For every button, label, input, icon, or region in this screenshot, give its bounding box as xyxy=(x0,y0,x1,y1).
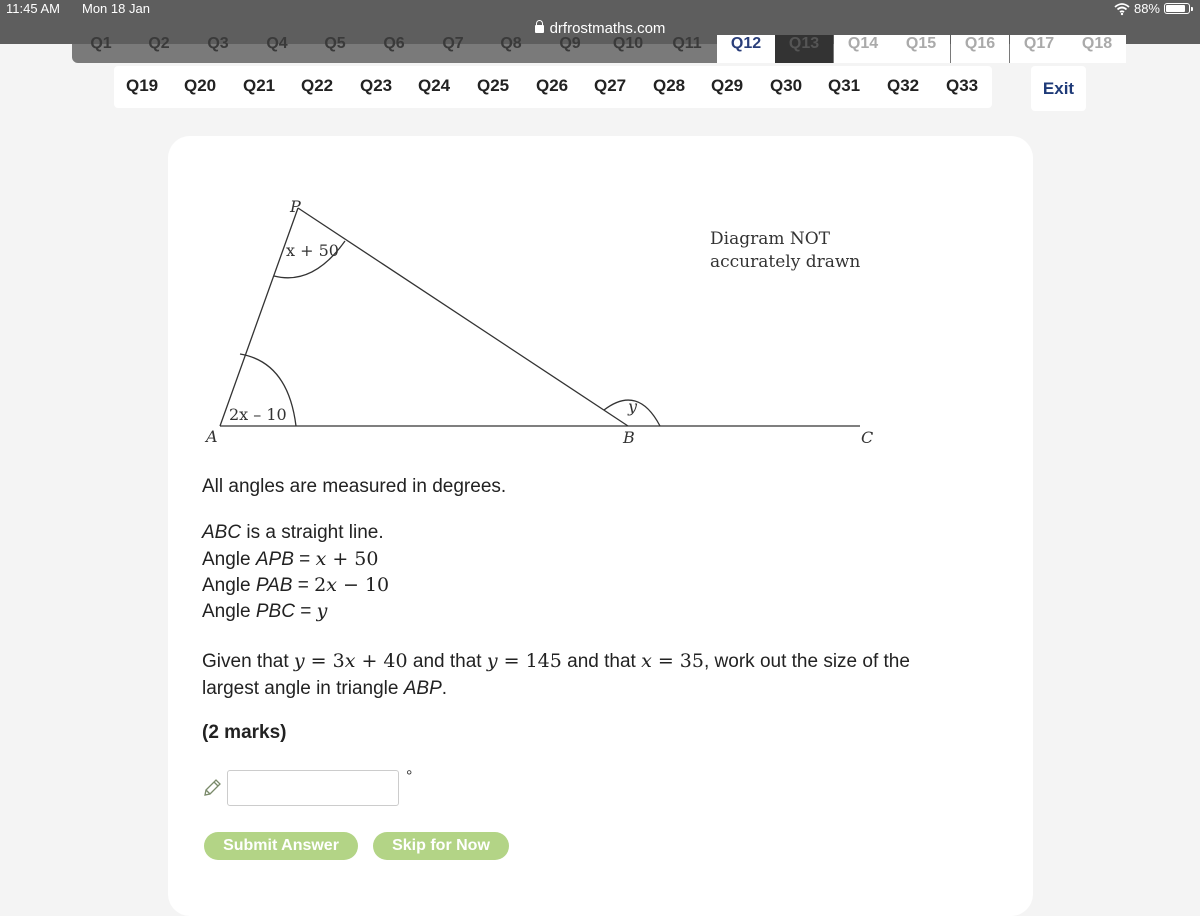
apb-name: APB xyxy=(255,549,294,570)
given-eq2: = 145 xyxy=(497,650,562,672)
status-right xyxy=(1114,1,1190,16)
label-b: B xyxy=(623,428,635,447)
fact-pab xyxy=(202,574,389,597)
question-tab-q23[interactable]: Q23 xyxy=(360,76,393,95)
given-triangle: ABP xyxy=(403,678,442,699)
question-tab-q25[interactable]: Q25 xyxy=(477,76,510,95)
fact-straight-line xyxy=(202,522,384,544)
label-p: P xyxy=(290,197,301,216)
question-tab-q26[interactable]: Q26 xyxy=(536,76,569,95)
pbc-equals: = xyxy=(294,601,317,622)
angle-word: Angle xyxy=(202,575,256,596)
line-pb xyxy=(298,208,628,426)
question-tab-q6[interactable]: Q6 xyxy=(383,35,405,52)
given-text-1: Given that xyxy=(202,651,294,672)
question-tab-q13[interactable]: Q13 xyxy=(775,35,833,63)
submit-answer-button[interactable]: Submit Answer xyxy=(204,832,358,860)
question-prompt xyxy=(202,648,1002,702)
question-tab-q20[interactable]: Q20 xyxy=(184,76,217,95)
status-date: Mon 18 Jan xyxy=(82,1,150,16)
question-tab-q10[interactable]: Q10 xyxy=(612,35,644,52)
angle-b-label: y xyxy=(628,397,638,416)
question-tab-q2[interactable]: Q2 xyxy=(148,35,170,52)
question-tab-q30[interactable]: Q30 xyxy=(770,76,803,95)
given-dot: . xyxy=(441,678,448,699)
question-tab-q9[interactable]: Q9 xyxy=(559,35,581,52)
url-text: drfrostmaths.com xyxy=(549,20,666,37)
given-x: x xyxy=(344,650,356,672)
diagram-note-line2: accurately drawn xyxy=(710,252,861,272)
given-x2: x xyxy=(641,650,652,672)
question-tab-q27[interactable]: Q27 xyxy=(594,76,627,95)
pab-coef: 2 xyxy=(314,574,327,596)
exit-button[interactable]: Exit xyxy=(1031,66,1086,111)
angle-p-label: x + 50 xyxy=(286,241,339,260)
fact-apb xyxy=(202,548,378,571)
apb-rest: + 50 xyxy=(326,548,379,570)
question-tab-q15[interactable]: Q15 xyxy=(892,35,950,63)
angle-word: Angle xyxy=(202,601,256,622)
diagram-note-line1: Diagram NOT xyxy=(710,229,831,249)
question-tab-q28[interactable]: Q28 xyxy=(653,76,686,95)
wifi-icon xyxy=(1114,3,1130,15)
label-a: A xyxy=(206,427,218,446)
pab-equals: = xyxy=(292,575,315,596)
pencil-icon[interactable] xyxy=(202,778,222,798)
given-tail: , work out the size of the xyxy=(704,651,910,672)
angle-a-label: 2x – 10 xyxy=(229,405,287,424)
question-tab-q31[interactable]: Q31 xyxy=(828,76,861,95)
question-tab-q17[interactable]: Q17 xyxy=(1010,35,1068,63)
given-y: y xyxy=(293,650,305,672)
angle-word: Angle xyxy=(202,549,256,570)
question-intro: All angles are measured in degrees. xyxy=(202,476,507,497)
apb-x: x xyxy=(315,548,327,570)
answer-row xyxy=(202,768,462,808)
given-line2: largest angle in triangle xyxy=(202,678,404,699)
question-tab-q18[interactable]: Q18 xyxy=(1068,35,1126,63)
lock-icon xyxy=(535,25,544,33)
question-tab-q24[interactable]: Q24 xyxy=(418,76,451,95)
pbc-y: y xyxy=(316,600,328,622)
question-tab-q12[interactable]: Q12 xyxy=(717,35,775,63)
question-tab-q14[interactable]: Q14 xyxy=(834,35,892,63)
question-tab-q1[interactable]: Q1 xyxy=(90,35,112,52)
abc-name: ABC xyxy=(202,522,242,543)
question-tab-q32[interactable]: Q32 xyxy=(887,76,920,95)
battery-percent: 88% xyxy=(1133,1,1160,16)
battery-icon xyxy=(1164,3,1190,14)
marks-label: (2 marks) xyxy=(202,722,287,743)
given-eq1: = 3 xyxy=(304,650,345,672)
question-tab-q29[interactable]: Q29 xyxy=(711,76,744,95)
given-y2: y xyxy=(486,650,498,672)
triangle-diagram xyxy=(168,136,1033,466)
pab-x: x xyxy=(326,574,337,596)
question-tab-q11[interactable]: Q11 xyxy=(672,35,702,52)
status-time: 11:45 AM xyxy=(6,1,60,16)
given-and: and that xyxy=(407,651,487,672)
pbc-name: PBC xyxy=(255,601,295,622)
pab-name: PAB xyxy=(255,575,293,596)
question-tab-q21[interactable]: Q21 xyxy=(243,76,276,95)
label-c: C xyxy=(861,428,874,447)
question-tab-q8[interactable]: Q8 xyxy=(500,35,522,52)
pab-rest: − 10 xyxy=(336,574,390,596)
question-tab-q19[interactable]: Q19 xyxy=(126,76,159,95)
fact-straight-line-text: is a straight line. xyxy=(241,522,384,543)
question-nav-row1 xyxy=(72,35,1126,63)
question-tab-q16[interactable]: Q16 xyxy=(951,35,1009,63)
given-eq1-rest: + 40 xyxy=(355,650,408,672)
status-bar xyxy=(0,0,1200,18)
question-tab-q22[interactable]: Q22 xyxy=(301,76,334,95)
given-and2: and that xyxy=(561,651,642,672)
question-tab-q3[interactable]: Q3 xyxy=(207,35,229,52)
question-tab-q33[interactable]: Q33 xyxy=(946,76,979,95)
skip-for-now-button[interactable]: Skip for Now xyxy=(373,832,509,860)
question-tab-q7[interactable]: Q7 xyxy=(442,35,464,52)
apb-equals: = xyxy=(293,549,316,570)
question-tab-q4[interactable]: Q4 xyxy=(266,35,288,52)
fact-pbc xyxy=(202,600,327,623)
given-eq3: = 35 xyxy=(651,650,704,672)
question-card xyxy=(168,136,1033,916)
question-nav-row2 xyxy=(114,66,992,108)
answer-input[interactable] xyxy=(227,770,399,806)
question-tab-q5[interactable]: Q5 xyxy=(324,35,346,52)
degree-symbol: ° xyxy=(406,768,413,785)
